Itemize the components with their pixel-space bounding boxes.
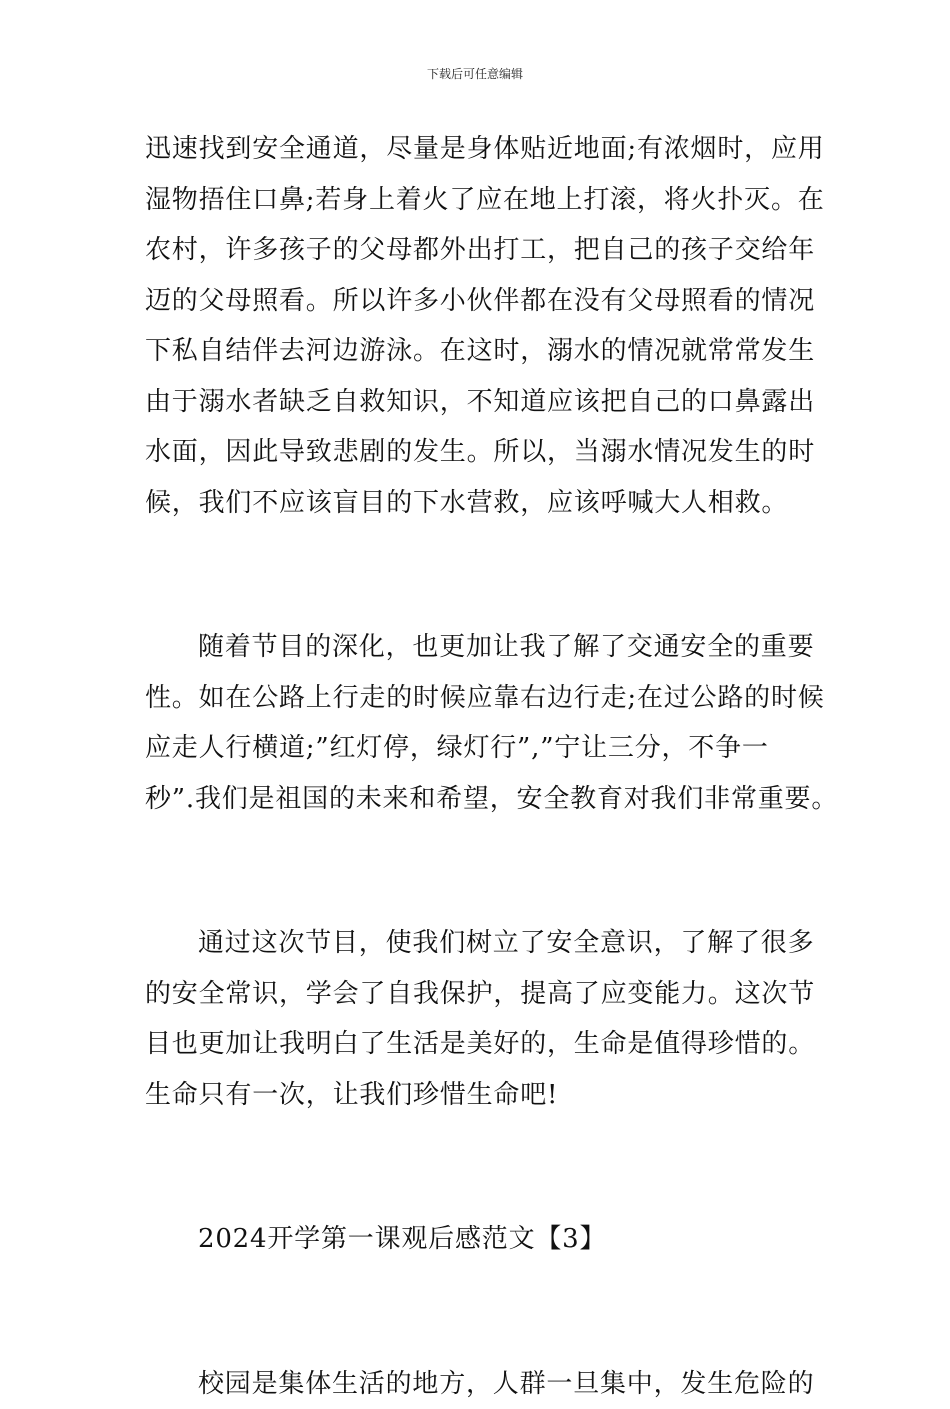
paragraph-campus	[145, 1359, 813, 1409]
text-line: 农村，许多孩子的父母都外出打工，把自己的孩子交给年	[145, 225, 813, 276]
paragraph-spacer	[145, 528, 813, 622]
text-line: 的安全常识，学会了自我保护，提高了应变能力。这次节	[145, 969, 813, 1020]
document-body	[145, 124, 813, 1409]
text-line: 由于溺水者缺乏自救知识，不知道应该把自己的口鼻露出	[145, 377, 813, 428]
text-line: 通过这次节目，使我们树立了安全意识，了解了很多	[145, 918, 813, 969]
text-line: 水面，因此导致悲剧的发生。所以，当溺水情况发生的时	[145, 427, 813, 478]
text-line: 随着节目的深化，也更加让我了解了交通安全的重要	[145, 622, 813, 673]
text-line: 候，我们不应该盲目的下水营救，应该呼喊大人相救。	[145, 478, 813, 529]
paragraph-spacer	[145, 1120, 813, 1214]
text-line: 湿物捂住口鼻;若身上着火了应在地上打滚，将火扑灭。在	[145, 175, 813, 226]
text-line: 迈的父母照看。所以许多小伙伴都在没有父母照看的情况	[145, 276, 813, 327]
text-line: 性。如在公路上行走的时候应靠右边行走;在过公路的时候	[145, 673, 813, 724]
page-header: 下载后可任意编辑	[0, 66, 950, 82]
text-line: 校园是集体生活的地方，人群一旦集中，发生危险的	[145, 1359, 813, 1409]
text-line: 生命只有一次，让我们珍惜生命吧!	[145, 1070, 813, 1121]
paragraph-spacer	[145, 824, 813, 918]
paragraph-fire-water-safety	[145, 124, 813, 528]
section-heading	[145, 1214, 813, 1265]
text-line: 目也更加让我明白了生活是美好的，生命是值得珍惜的。	[145, 1019, 813, 1070]
section-title: 2024开学第一课观后感范文【3】	[145, 1214, 813, 1265]
text-line: 下私自结伴去河边游泳。在这时，溺水的情况就常常发生	[145, 326, 813, 377]
paragraph-safety-awareness	[145, 918, 813, 1120]
text-line: 应走人行横道;”红灯停，绿灯行”,”宁让三分，不争一	[145, 723, 813, 774]
paragraph-spacer	[145, 1265, 813, 1359]
text-line: 秒”.我们是祖国的未来和希望，安全教育对我们非常重要。	[145, 774, 813, 825]
text-line: 迅速找到安全通道，尽量是身体贴近地面;有浓烟时，应用	[145, 124, 813, 175]
paragraph-traffic-safety	[145, 622, 813, 824]
